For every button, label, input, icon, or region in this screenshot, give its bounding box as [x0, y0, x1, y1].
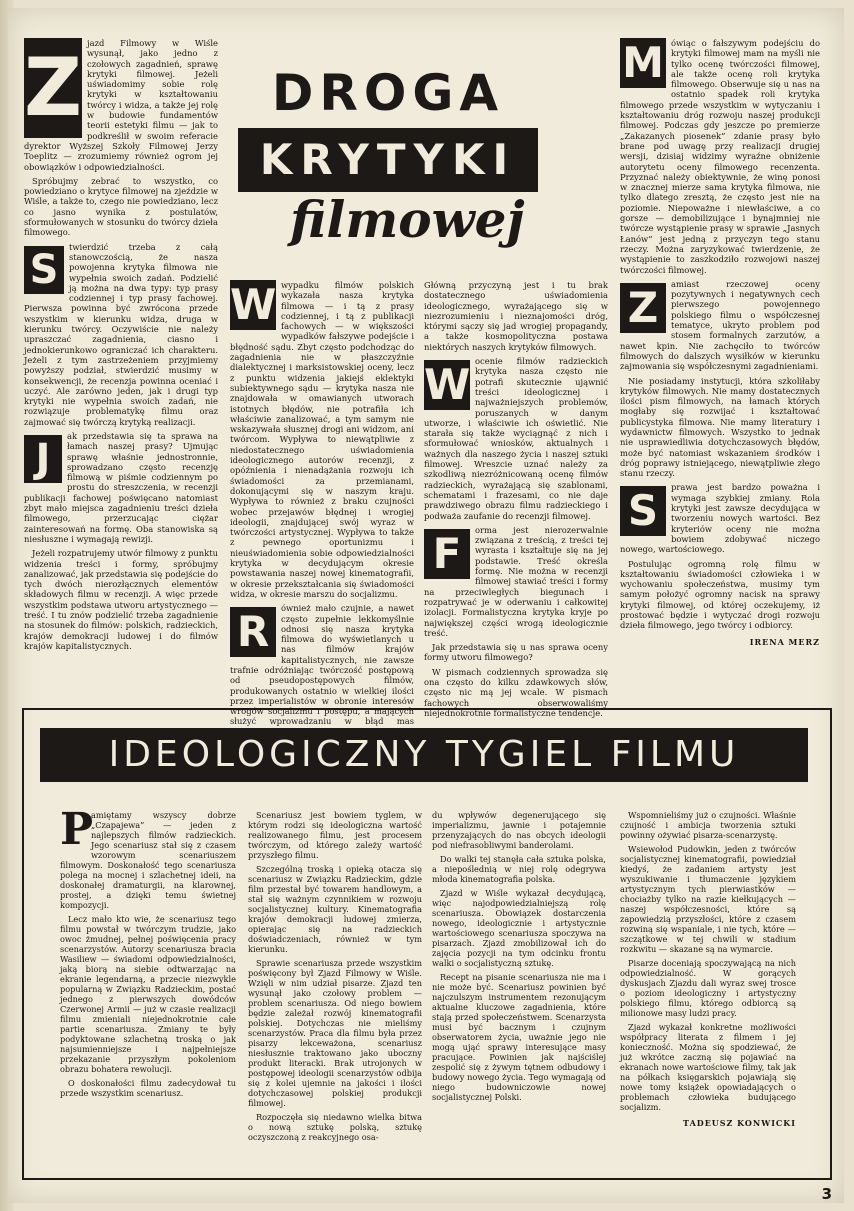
paragraph: Lecz mało kto wie, że scenariusz tego filmu powstał w twórczym trudzie, jako owoc żmudnej, pełnej poświęcenia pracy scenarzystów. Autorzy scenariusza bracia Wasiliew — świadomi odpowiedzialności, jaką biorą na siebie odtwarzając na ekranie legendarną, a przecie niezwykle popularną w Związku Radzieckim, postać jednego z pierwszych dowódców Czerwonej Armii — już w czasie realizacji filmu zmieniali niejednokrotnie całe partie scenariusza. Zmiany te były podyktowane szlachetną troską o jak najsumienniejsze i najpełniejsze przekazanie przyszłym pokoleniom obrazu bohatera rewolucji. — [60, 914, 236, 1074]
title-filmowej: filmowej — [290, 190, 525, 249]
article2-column4 — [620, 810, 796, 1128]
title-krytyki: KRYTYKI — [238, 128, 538, 192]
paragraph: wypadku filmów polskich wykazała nasza krytyka filmowa — i tą z prasy codziennej, i tą z publikacji fachowych — w większości wypadków fałszywe podejście i błędność sądu. Zbyt często podchodząc do zagadnienia nie w płaszczyźnie dialektycznej i marksistowskiej oceny, lecz z punktu widzenia jakiejś eklektyki subiektywnego sądu — krytyka nasza nie znajdowała w omawianych utworach istotnych błędów, nie potrafiła ich właściwie zanalizować, a tym samym nie wskazywała słusznej drogi ani widzom, ani twórcom. Wypływa to niewątpliwie z niedostatecznego uświadomienia ideologicznego autorów recenzji, z opóźnienia i nienadążania rozwoju ich świadomości za przemianami, dokonującymi się w naszym kraju. Wypływa to również z braku czujności wobec przejawów błędnej i wrogiej ideologii, znajdującej swój wyraz w twórczości artystycznej. Wypływa to także z pewnego oportunizmu i nieuświadomienia sobie odpowiedzialności krytyka w decydującym okresie powstawania naszej nowej kinematografii, w okresie przekształcania się świadomości widza, w okresie marszu do socjalizmu. — [230, 280, 414, 599]
title-ideologiczny-tygiel: IDEOLOGICZNY TYGIEL FILMU — [40, 728, 808, 782]
title-droga: DROGA — [271, 64, 505, 122]
paragraph: Główną przyczyną jest i tu brak dostatecznego uświadomienia ideologicznego, wyrażającego się w niezrozumieniu i nieznajomości dróg, którymi sączy się jad wrogiej propagandy, a także kosmopolityczna postawa niektórych naszych krytyków filmowych. — [424, 280, 608, 352]
drop-cap-s: S — [620, 486, 666, 536]
paragraph: Zjazd wykazał konkretne możliwości współpracy literata z filmem i jej konieczność. Można się spodziewać, że już wkrótce zaczną się pojawiać na ekranach nowe wartościowe filmy, tak jak na półkach księgarskich pojawiają się nowe tomy książek opowiadających o problemach człowieka budującego socjalizm. — [620, 1022, 796, 1112]
paragraph: ównież mało czujnie, a nawet często zupełnie lekkomyślnie odnosi się nasza krytyka filmowa do wyświetlanych u nas filmów krajów kapitalistycznych, nie zawsze trafnie odróżniając twórczość postępową od pseudopostępowych filmów, produkowanych ostatnio w wielkiej ilości przez imperialistów w obronie interesów wrogów socjalizmu i postępu, a mających służyć wprowadzaniu w błąd mas — [230, 603, 414, 727]
paragraph: Szczególną troską i opieką otacza się scenariusz w Związku Radzieckim, gdzie film przestał być towarem handlowym, a stał się ważnym czynnikiem w rozwoju socjalistycznej kultury. Kinematografia krajów demokracji ludowej zmierza, opierając się na radzieckich doświadczeniach, również w tym kierunku. — [248, 864, 422, 954]
paragraph: amiast rzeczowej oceny pozytywnych i negatywnych cech pierwszego powojennego polskiego filmu o współczesnej tematyce, ukryto problem pod stosem formalnych zarzutów, a nawet kpin. Nie zachęciło to twórców filmowych do dalszych wysiłków w kierunku zajmowania się współczesnymi zagadnieniami. — [620, 278, 820, 372]
drop-cap-m: M — [620, 38, 666, 88]
paragraph: Do walki tej stanęła cała sztuka polska, a niepoślednią w niej rolę odegrywa młoda kinematografia polska. — [432, 854, 606, 884]
drop-cap-f: F — [424, 529, 470, 579]
drop-cap-p: P — [60, 804, 94, 855]
paragraph: Wsiewołod Pudowkin, jeden z twórców socjalistycznej kinematografii, powiedział kiedyś, że zadaniem artysty jest wyszukiwanie i tłumaczenie językiem artystycznym tych pierwiastków — chociażby tylko na razie kiełkujących — naszej współczesności, które są zapowiedzią przyszłości, które z czasem rozwiną się wspaniale, i nie tych, które — szczątkowe w tej chwili w stadium rozkwitu — skazane są na wymarcie. — [620, 844, 796, 954]
article2-column1 — [60, 804, 236, 1102]
paragraph: Wspomnieliśmy już o czujności. Właśnie czujność i ambicja tworzenia sztuki powinny ożywiać pisarza-scenarzystę. — [620, 810, 796, 840]
paragraph: Sprawie scenariusza przede wszystkim poświęcony był Zjazd Filmowy w Wiśle. Wzięli w nim udział pisarze. Zjazd ten wysunął jako czołowy problem — problem scenariusza. Od niego bowiem będzie zależał rozwój kinematografii polskiej. Dotychczas nie mieliśmy scenarzystów. Praca dla filmu była przez pisarzy lekceważona, scenariusz niesłusznie traktowano jako uboczny produkt literacki. Brak utrojonych w postępowej ideologii scenarzystów odbija się z kolei ujemnie na jakości i ilości dotychczasowej polskiej produkcji filmowej. — [248, 958, 422, 1108]
page-number: 3 — [821, 1185, 832, 1203]
article1-column2 — [230, 280, 414, 741]
article1-column1 — [24, 38, 218, 655]
drop-cap-r: R — [230, 607, 276, 657]
paragraph: prawa jest bardzo poważna i wymaga szybkiej zmiany. Rola krytyki jest zawsze decydująca w tworzeniu nowych wartości. Bez kryteriów oceny nie można bowiem zdobywać niczego nowego, wartościowego. — [620, 482, 820, 555]
paragraph: amiętamy wszyscy dobrze „Czapajewa” — jeden z najlepszych filmów radzieckich. Jego scenariusz stał się z czasem wzorowym scenariuszem filmowym. Doskonałość tego scenariusza polega na mocnej i szlachetnej ideii, na doskonałej dramaturgii, na klarownej, prostej, a dzięki temu świetnej kompozycji. — [60, 810, 236, 910]
paragraph: orma jest nierozerwalnie związana z treścią, z treści tej wyrasta i kształtuje się na jej podstawie. Treść określa formę. Nie można w recenzji filmowej stawiać treści i formy na przeciwległych biegunach i rozpatrywać je w oderwaniu i całkowitej izolacji. Formalistyczna krytyka kryje po największej części wrogą ideologicznie treść. — [424, 524, 608, 638]
drop-cap-w: W — [230, 280, 277, 329]
article1-column4 — [620, 38, 820, 647]
drop-cap-w: W — [424, 360, 471, 410]
drop-cap-s: S — [24, 246, 64, 294]
paragraph: Nie posiadamy instytucji, która szkoliłaby krytyków filmowych. Nie mamy dostatecznych ilości pism filmowych, na łamach których mogłaby się rozwijać i kształtować publicystyka filmowa. Nie mamy literatury i wydawnictw filmowych. Wszystko to jednak nie usprawiedliwia dotychczasowych błędów, może być natomiast wskazaniem środków i dróg poprawy istniejącego, niewątpliwie złego stanu rzeczy. — [620, 375, 820, 479]
paragraph: Recept na pisanie scenariusza nie ma i nie może być. Scenariusz powinien być najczulszym instrumentem rezonującym aktualne kluczowe zagadnienia, które stają przed społeczeństwem. Scenarzysta musi być bacznym i czujnym obserwatorem życia, uważnie jego nie mogą ująć sprawy interesujące masy pracujące. Powinien jak najściślej zespolić się z żywym tętnem odbudowy i budowy nowego życia. Tego wymagają od niego budowniczowie nowej socjalistycznej Polski. — [432, 972, 606, 1102]
paragraph: ak przedstawia się ta sprawa na łamach naszej prasy? Ujmując sprawę właśnie jednostronnie, sprowadzano często recenzję filmową w piśmie codziennym po prostu do streszczenia, w recenzji publikacji fachowej poświęcano natomiast zbyt mało miejsca zagadnieniu treści dzieła filmowego, przerzucając ciężar zainteresowań na formę. Oba stanowiska są niesłuszne i wymagają rewizji. — [24, 430, 218, 544]
author-signature: IRENA MERZ — [749, 636, 820, 647]
article2-column3 — [432, 810, 606, 1106]
paragraph: Jeżeli rozpatrujemy utwór filmowy z punktu widzenia treści i formy, spróbujmy zanalizować, jak przedstawia się podejście do tych dwóch nierozłącznych elementów składowych filmu w recenzji. A więc przede wszystkim podstawa utworu artystycznego — treść. I tu znów podzielić trzeba zagadnienie na stosunek do filmów: polskich, radzieckich, krajów demokracji ludowej i do filmów krajów kapitalistycznych. — [24, 548, 218, 651]
drop-cap-z: Z — [620, 283, 666, 333]
paragraph: ówiąc o fałszywym podejściu do krytyki filmowej mam na myśli nie tylko ocenę twórczości filmowej, ale także ocenę roli krytyka filmowego. Obserwuje się u nas na ostatnio spadek roli krytyka filmowego przede wszystkim w wytyczaniu i kształtowaniu dróg rozwoju naszej produkcji filmowej. Podczas gdy jeszcze po premierze „Zakazanych piosenek” zdanie prasy było brane pod uwagę przy realizacji drugiej wersji, dzisiaj widzimy wyraźne obniżenie autorytetu oceny filmowego recenzenta. Przyznać należy obiektywnie, że winę ponosi w znacznej mierze sama krytyka filmowa, nie tylko dlatego zresztą, że często jest nie na poziomie. Niepoważne i niewłaściwe, a co gorsze — demobilizujące i bynajmniej nie twórcze wystąpienie prasy w sprawie „Jasnych Łanów” jest jedną z przyczyn tego stanu rzeczy. Można zaryzykować twierdzenie, że wystąpienie to zaszkodziło rozwojowi naszej twórczości filmowej. — [620, 38, 820, 275]
paragraph: Postulując ogromną rolę filmu w kształtowaniu świadomości człowieka i w wychowaniu społeczeństwa, musimy tym samym położyć ogromny nacisk na sprawy krytyki filmowej, od której oczekujemy, iż prostować będzie i wytyczać drogi rozwoju dzieła filmowego, jego twórcy i odbiorcy. — [620, 558, 820, 631]
paragraph: Pisarze doceniają spoczywającą na nich odpowiedzialność. W gorących dyskusjach Zjazdu dali wyraz swej trosce o poziom ideologiczny i artystyczny polskiego filmu, którego odbiorcą są milionowe masy ludzi pracy. — [620, 958, 796, 1018]
drop-cap-j: J — [24, 435, 62, 483]
paragraph: Spróbujmy zebrać to wszystko, co powiedziano o krytyce filmowej na zjeździe w Wiśle, a także to, czego nie powiedziano, lecz co jasno wynika z postulatów, sformułowanych w stosunku do twórcy dzieła filmowego. — [24, 175, 218, 238]
paragraph: du wpływów degenerującego się imperializmu, jawnie i potajemnie przenyzających do nas obcych ideologii pod niefrasobliwymi banderolami. — [432, 810, 606, 850]
paragraph: jazd Filmowy w Wiśle wysunął, jako jedno z czołowych zagadnień, sprawę krytyki filmowej. Jeżeli uświadomimy sobie rolę krytyki w kształtowaniu twórcy i widza, a także jej rolę w budowie fundamentów teorii estetyki filmu — jak to podkreślił w swoim referacie dyrektor Wyższej Szkoły Filmowej Jerzy Toeplitz — zrozumiemy również ogrom jej obowiązków i odpowiedzialności. — [24, 38, 218, 172]
drop-cap-z: Z — [24, 38, 82, 138]
paragraph: Rozpoczęła się niedawno wielka bitwa o nową sztukę polską, sztukę oczyszczoną z reakcyjnego osa- — [248, 1112, 422, 1142]
paragraph: O doskonałości filmu zadecydował tu przede wszystkim scenariusz. — [60, 1078, 236, 1098]
paragraph: twierdzić trzeba z całą stanowczością, że nasza powojenna krytyka filmowa nie wypełnia swoich zadań. Podzielić ją można na dwa typy: typ prasy codziennej i typ prasy fachowej. Pierwsza powinna być zwrócona przede wszystkim w kierunku widza, druga w kierunku twórcy. Oczywiście nie należy upraszczać zagadnienia, ciasno i jednokierunkowo ograniczać ich charakteru. Jeżeli z tym zastrzeżeniem przyjmiemy powyższy podział, stwierdzić musimy w konsekwencji, że recenzja powinna oceniać i uczyć. Ale zarówno jeden, jak i drugi typ krytyki nie wypełnia swoich zadań, nie rozwiązuje problematykę filmu oraz zajmować się twórczą krytyką realizacji. — [24, 241, 218, 427]
paragraph: Zjazd w Wiśle wykazał decydującą, więc najodpowiedzialniejszą rolę scenariusza. Obowiązek dostarczenia nowego, ideologicznie i artystycznie wartościowego scenariusza spoczywa na pisarzach. Zjazd zmobilizował ich do zajęcia pozycji na tym odcinku frontu walki o socjalistyczną sztukę. — [432, 888, 606, 968]
article1-column3 — [424, 280, 608, 722]
author-signature: TADEUSZ KONWICKI — [683, 1118, 796, 1128]
paragraph: Jak przedstawia się u nas sprawa oceny formy utworu filmowego? — [424, 642, 608, 663]
article2-column2 — [248, 810, 422, 1146]
paragraph: W pismach codziennych sprowadza się ona często do kilku zdawkowych słów, często nic mą jej wcale. W pismach fachowych obserwowaliśmy niejednokrotnie formalistyczne tendencje. — [424, 666, 608, 718]
paragraph: Scenariusz jest bowiem tyglem, w którym rodzi się ideologiczna wartość realizowanego filmu, jest procesem twórczym, od którego zależy wartość przyszłego filmu. — [248, 810, 422, 860]
paragraph: ocenie filmów radzieckich krytyka nasza często nie potrafi skutecznie ująwnić treści ideologicznej i najważniejszych problemów, poruszanych w danym utworze, i właściwie ich oświetlić. Nie starała się także wyciągnąć z nich i sformułować wniosków, aktualnych i ważnych dla naszego życia i naszej sztuki filmowej. Wreszcie uznać należy za szkodliwą niezróżnicowaną ocenę filmów radzieckich, wyrażającą się szablonami, schematami i frazesami, co nie daje prawdziwego obrazu filmu radzieckiego i podważa zaufanie do recenzji filmowej. — [424, 356, 608, 521]
